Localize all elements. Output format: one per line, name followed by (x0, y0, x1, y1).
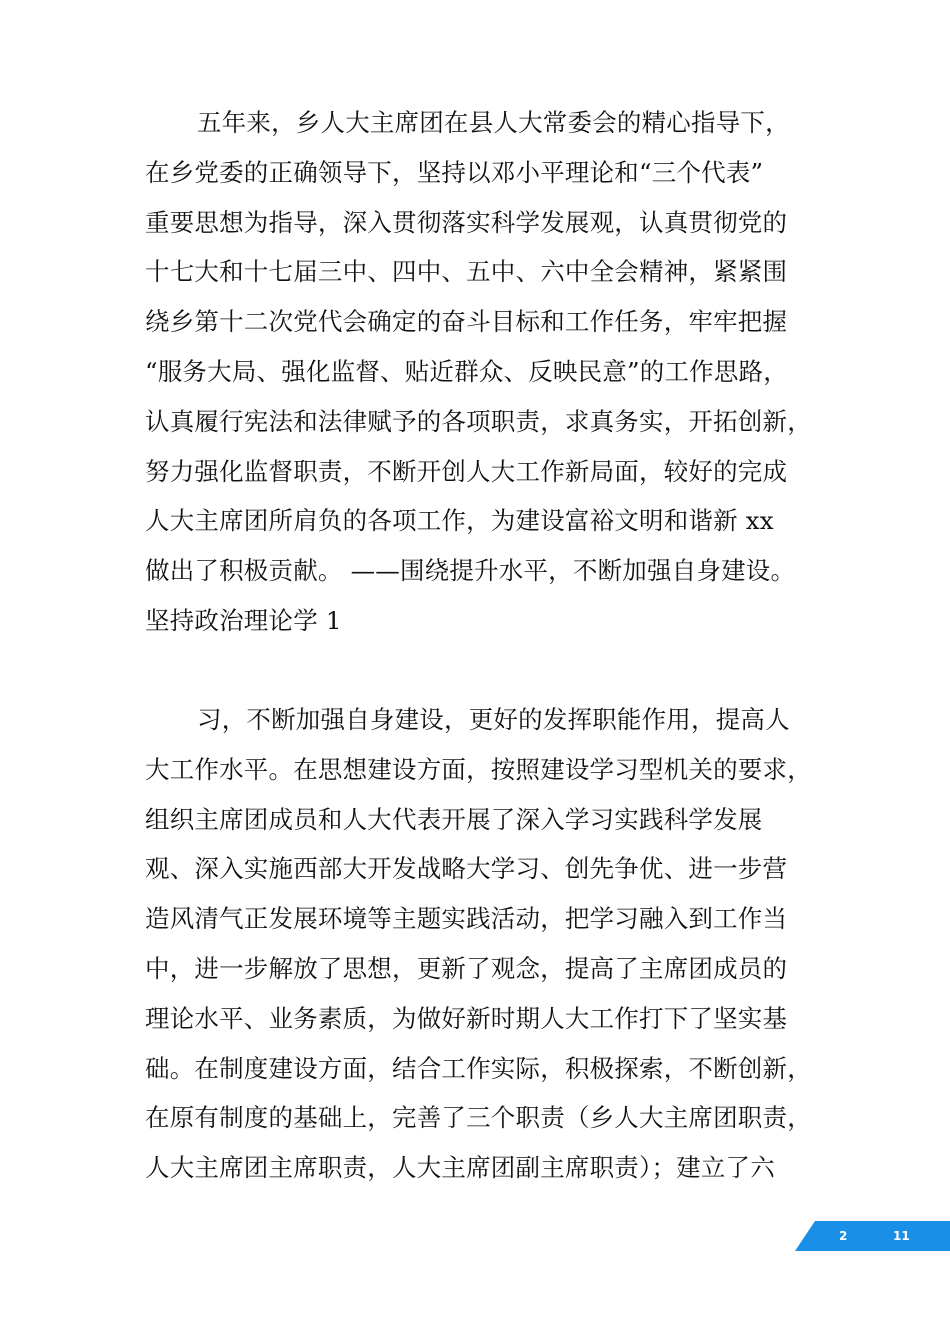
text-line: 人大主席团主席职责，人大主席团副主席职责）；建立了六 (145, 1153, 775, 1183)
text-line: 人大主席团所肩负的各项工作，为建设富裕文明和谐新 xx (145, 506, 774, 536)
text-line: 观、深入实施西部大开发战略大学习、创先争优、进一步营 (145, 854, 788, 884)
text-line: 础。在制度建设方面，结合工作实际，积极探索，不断创新， (145, 1053, 812, 1083)
text-line: “服务大局、强化监督、贴近群众、反映民意”的工作思路， (145, 356, 788, 386)
paragraph-2 (145, 695, 815, 1193)
paragraph-1 (145, 98, 815, 646)
text-line: 大工作水平。在思想建设方面，按照建设学习型机关的要求， (145, 754, 812, 784)
page-indicator (795, 1221, 950, 1251)
text-line: 努力强化监督职责，不断开创人大工作新局面，较好的完成 (145, 456, 788, 486)
text-line: 组织主席团成员和人大代表开展了深入学习实践科学发展 (145, 804, 763, 834)
text-line: 造风清气正发展环境等主题实践活动，把学习融入到工作当 (145, 904, 788, 934)
text-line: 重要思想为指导，深入贯彻落实科学发展观，认真贯彻党的 (145, 207, 788, 237)
text-line: 绕乡第十二次党代会确定的奋斗目标和工作任务，牢牢把握 (145, 307, 788, 337)
text-line: 在乡党委的正确领导下，坚持以邓小平理论和“三个代表” (145, 157, 764, 187)
text-line: 认真履行宪法和法律赋予的各项职责，求真务实，开拓创新， (145, 406, 812, 436)
text-line: 理论水平、业务素质，为做好新时期人大工作打下了坚实基 (145, 1003, 788, 1033)
page-indicator-background (795, 1221, 950, 1251)
text-line: 习，不断加强自身建设，更好的发挥职能作用，提高人 (197, 705, 790, 734)
text-line: 坚持政治理论学 1 (145, 605, 342, 635)
text-line: 中，进一步解放了思想，更新了观念，提高了主席团成员的 (145, 953, 788, 983)
text-line: 在原有制度的基础上，完善了三个职责（乡人大主席团职责， (145, 1103, 812, 1133)
total-page-count: 11 (893, 1229, 910, 1243)
current-page-number: 2 (839, 1229, 848, 1243)
text-line: 做出了积极贡献。 ——围绕提升水平，不断加强自身建设。 (145, 556, 796, 586)
text-line: 十七大和十七届三中、四中、五中、六中全会精神，紧紧围 (145, 257, 788, 287)
text-line: 五年来，乡人大主席团在县人大常委会的精心指导下， (197, 108, 790, 137)
